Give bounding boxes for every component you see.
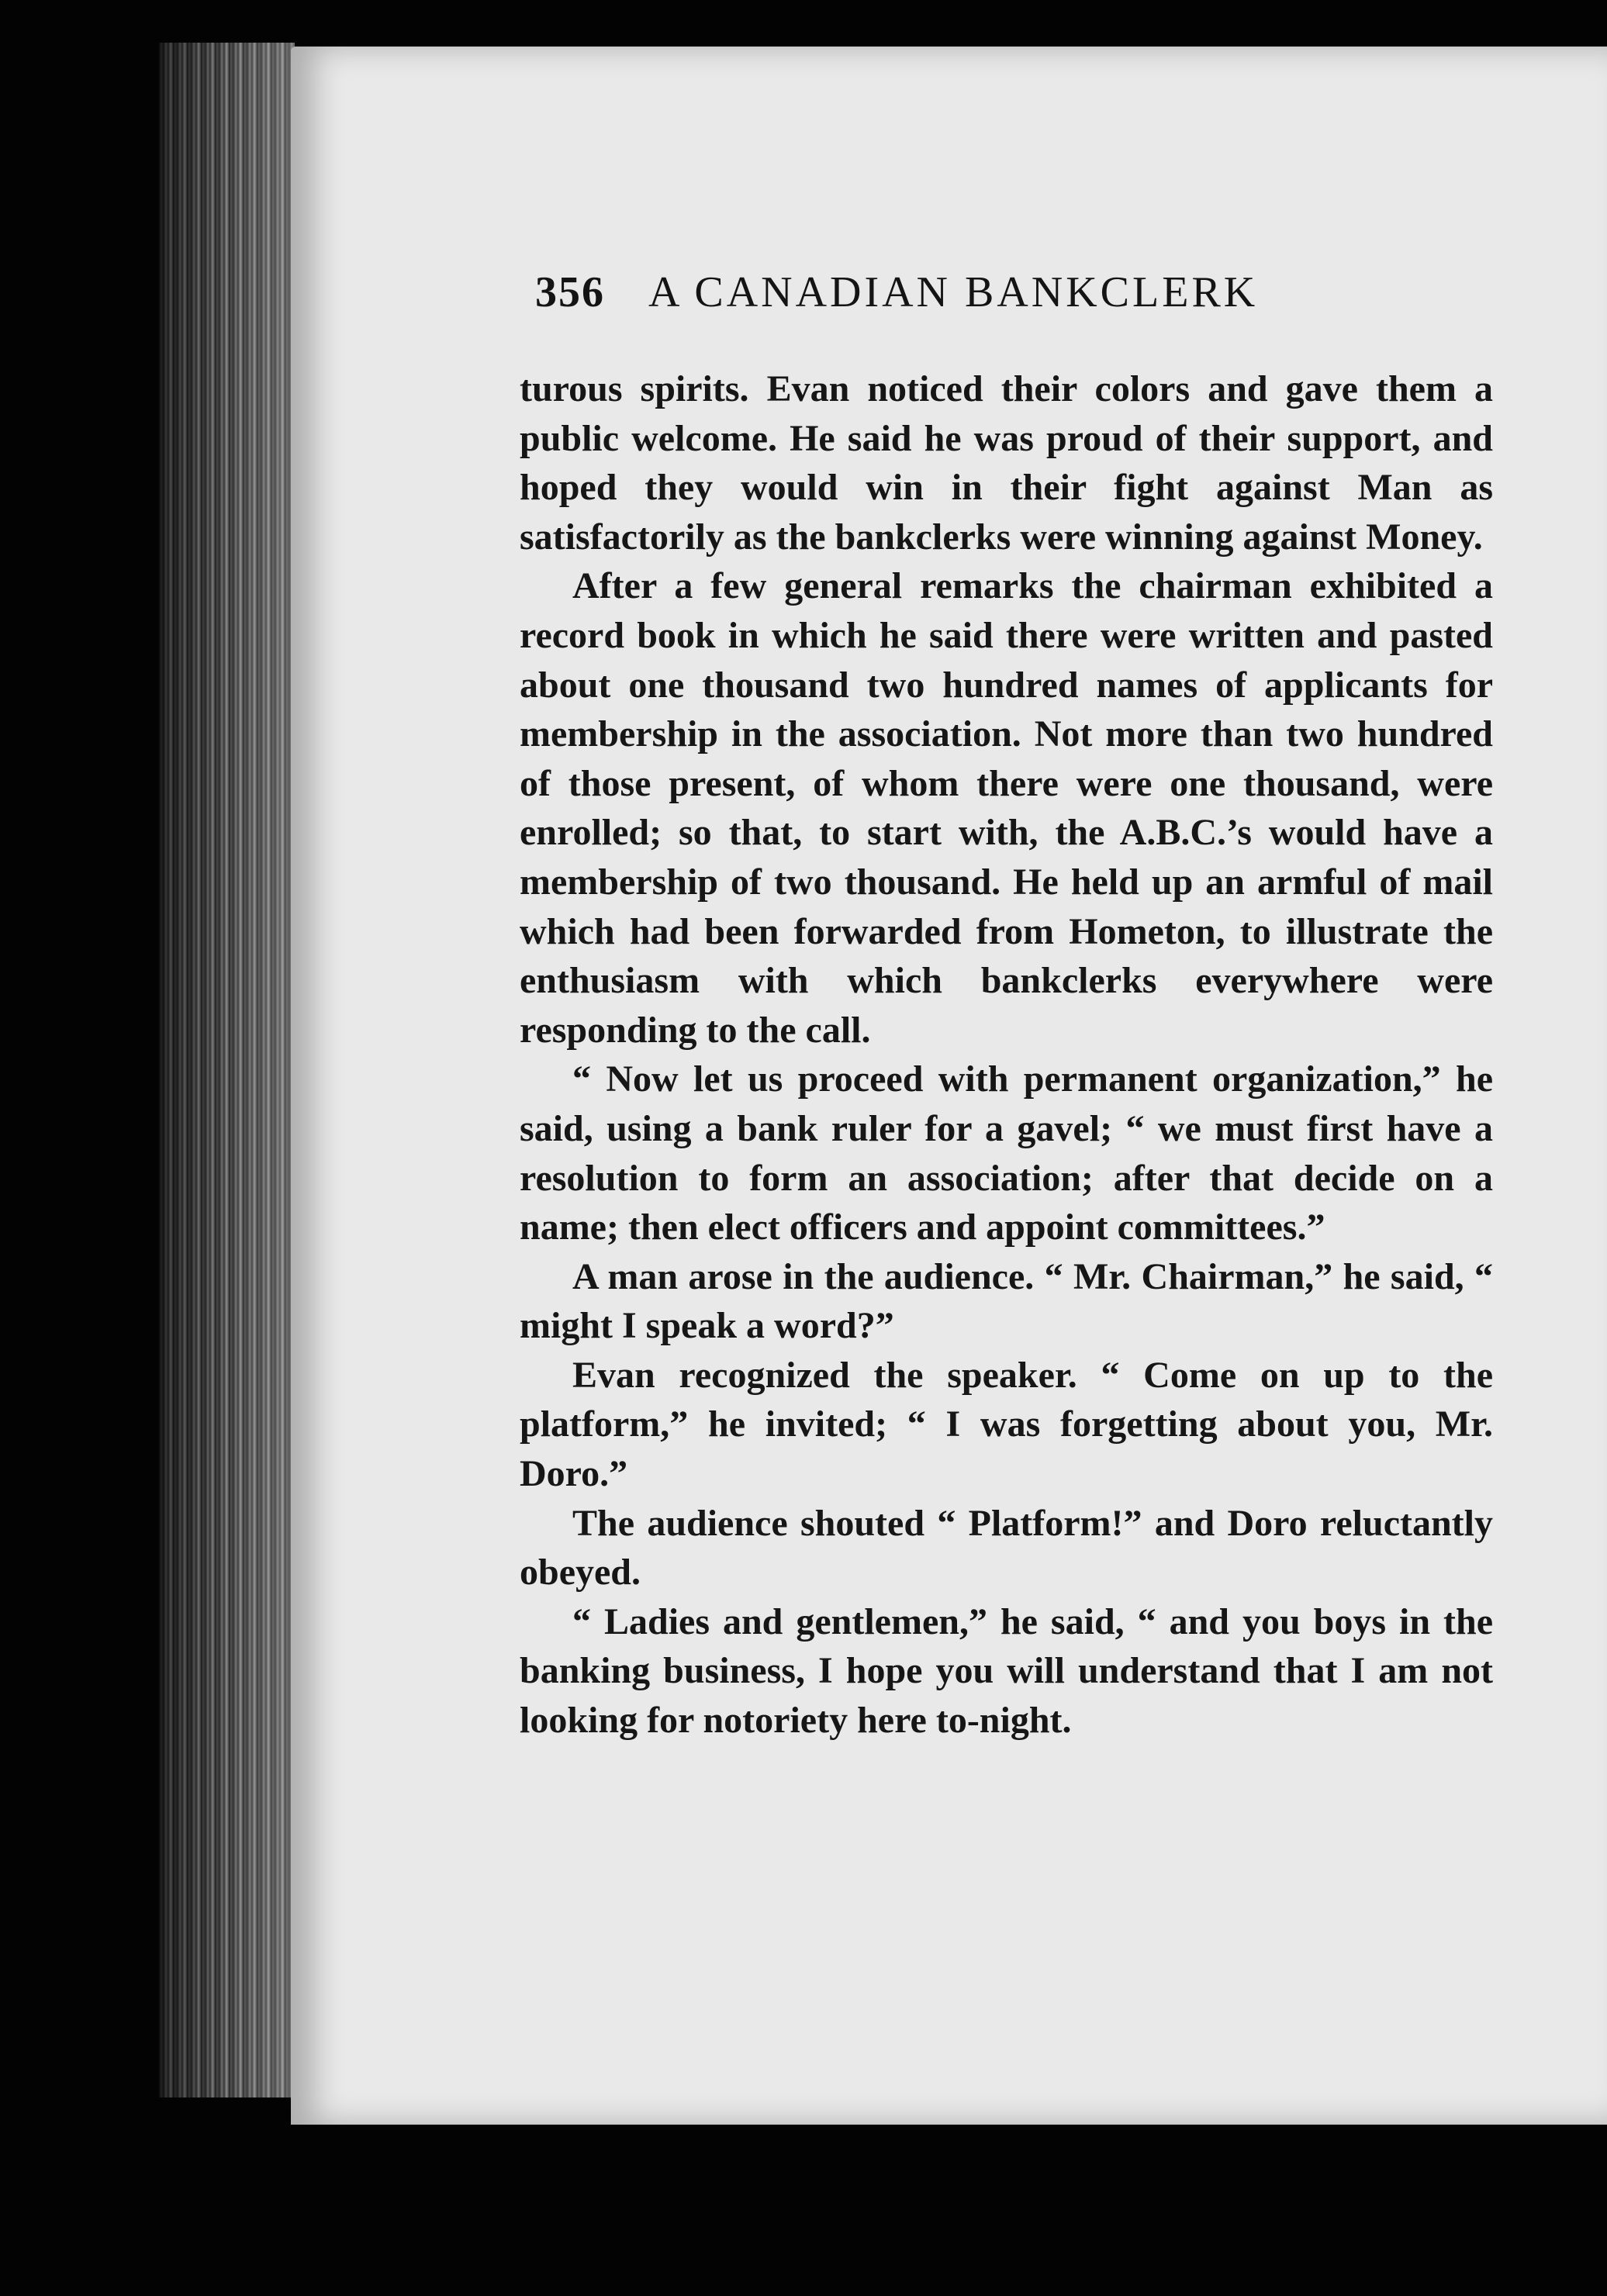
running-head: A CANADIAN BANKCLERK bbox=[648, 268, 1259, 316]
paragraph-5: Evan recognized the speaker. “ Come on up to the platform,” he invited; “ I was forgetting about you, Mr. Doro.” bbox=[520, 1354, 1493, 1495]
page-header bbox=[535, 268, 1388, 317]
paragraph-4: A man arose in the audience. “ Mr. Chairman,” he said, “ might I speak a word?” bbox=[520, 1255, 1493, 1347]
paragraph-1: turous spirits. Evan noticed their colors and gave them a public welcome. He said he was proud of their support, and hoped they would win in their fight against Man as satisfactorily as the bankclerks were winning against Money. bbox=[520, 368, 1493, 558]
body-text bbox=[520, 364, 1493, 1745]
page-edges bbox=[159, 43, 295, 2097]
paragraph-7: “ Ladies and gentlemen,” he said, “ and you boys in the banking business, I hope you will understand that I am not looking for notoriety here to-night. bbox=[520, 1600, 1493, 1742]
paragraph-3: “ Now let us proceed with permanent organization,” he said, using a bank ruler for a gavel; “ we must first have a resolution to form an association; after that decide on a name; then elect officers and appoint committees.” bbox=[520, 1058, 1493, 1248]
paragraph-2: After a few general remarks the chairman exhibited a record book in which he said there were written and pasted about one thousand two hundred names of applicants for membership in the association. Not more than two hundred of those present, of whom there were one thousand, were enrolled; so that, to start with, the A.B.C.’s would have a membership of two thousand. He held up an armful of mail which had been forwarded from Hometon, to illustrate the enthusiasm with which bankclerks everywhere were responding to the call. bbox=[520, 565, 1493, 1051]
page-number: 356 bbox=[535, 268, 605, 316]
paragraph-6: The audience shouted “ Platform!” and Doro reluctantly obeyed. bbox=[520, 1502, 1493, 1593]
